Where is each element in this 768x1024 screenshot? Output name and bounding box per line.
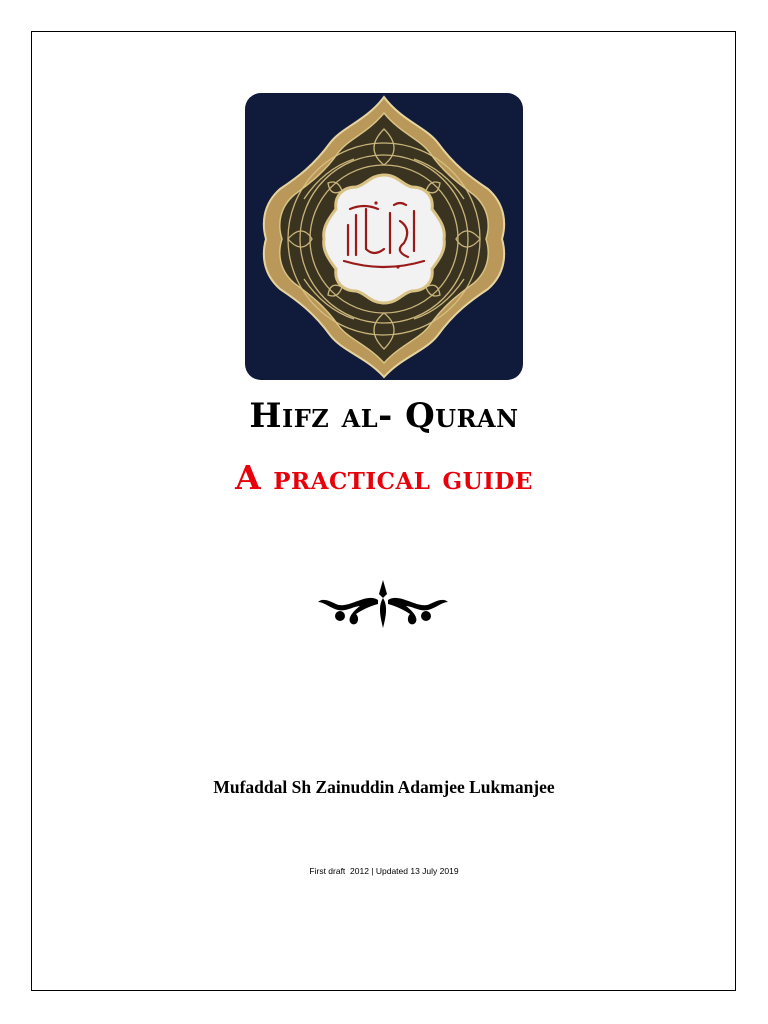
author-name: Mufaddal Sh Zainuddin Adamjee Lukmanjee	[213, 777, 555, 797]
draft-note: First draft 2012 | Updated 13 July 2019	[309, 866, 459, 876]
flourish-divider-icon	[316, 580, 450, 630]
document-subtitle: A practical guide	[235, 458, 533, 497]
quran-ornament-icon	[245, 93, 523, 380]
document-title: Hifz al- Quran	[249, 396, 519, 436]
